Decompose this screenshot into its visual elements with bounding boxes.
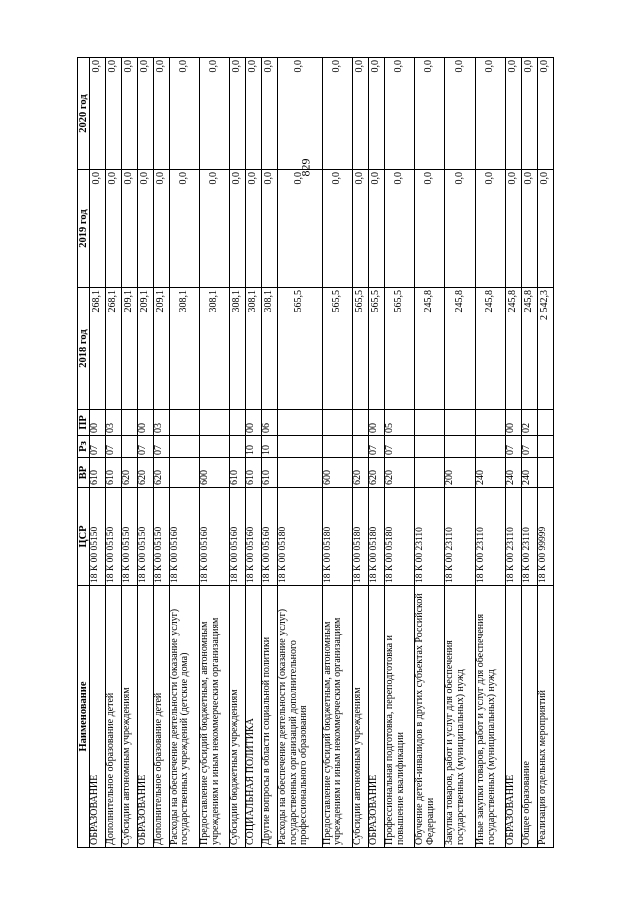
cell-y2019: 0,0	[153, 170, 169, 288]
cell-y2019: 0,0	[322, 170, 352, 288]
cell-y2018: 245,8	[445, 288, 475, 410]
cell-name: ОБРАЗОВАНИЕ	[506, 586, 522, 848]
cell-y2019: 0,0	[90, 170, 106, 288]
cell-y2019: 0,0	[230, 170, 246, 288]
table-row	[353, 58, 369, 848]
cell-rz	[169, 436, 199, 458]
cell-rz: 07	[522, 436, 538, 458]
header-pr: ПР	[78, 410, 90, 436]
table-row	[137, 58, 153, 848]
cell-pr	[475, 410, 505, 436]
table-row	[246, 58, 262, 848]
cell-csr: 18 К 00 23110	[415, 488, 445, 586]
table-row	[153, 58, 169, 848]
table-row	[261, 58, 277, 848]
cell-rz	[322, 436, 352, 458]
cell-rz	[277, 436, 322, 458]
cell-name: ОБРАЗОВАНИЕ	[137, 586, 153, 848]
cell-csr: 18 К 00 05150	[106, 488, 122, 586]
cell-vr: 600	[199, 458, 229, 488]
cell-csr: 18 К 00 23110	[506, 488, 522, 586]
cell-rz	[475, 436, 505, 458]
cell-y2019: 0,0	[537, 170, 553, 288]
cell-vr: 620	[153, 458, 169, 488]
cell-y2019: 0,0	[353, 170, 369, 288]
table-body	[90, 58, 554, 848]
cell-y2018: 565,5	[353, 288, 369, 410]
table-row	[368, 58, 384, 848]
cell-rz	[230, 436, 246, 458]
table-row	[522, 58, 538, 848]
cell-rz: 07	[137, 436, 153, 458]
table-row	[199, 58, 229, 848]
cell-y2019: 0,0	[368, 170, 384, 288]
cell-pr: 00	[137, 410, 153, 436]
cell-name: Закупка товаров, работ и услуг для обеспечения государственных (муниципальных) нужд	[445, 586, 475, 848]
cell-pr: 06	[261, 410, 277, 436]
cell-name: Предоставление субсидий бюджетным, автономным учреждениям и иным некоммерческим организациям	[322, 586, 352, 848]
header-2018: 2018 год	[78, 288, 90, 410]
cell-y2019: 0,0	[137, 170, 153, 288]
header-csr: ЦСР	[78, 488, 90, 586]
cell-y2019: 0,0	[261, 170, 277, 288]
cell-y2019: 0,0	[475, 170, 505, 288]
cell-y2019: 0,0	[169, 170, 199, 288]
cell-csr: 18 К 00 99999	[537, 488, 553, 586]
header-vr: ВР	[78, 458, 90, 488]
cell-csr: 18 К 00 05150	[122, 488, 138, 586]
cell-y2018: 268,1	[90, 288, 106, 410]
cell-name: ОБРАЗОВАНИЕ	[90, 586, 106, 848]
cell-rz	[353, 436, 369, 458]
rotated-table-container	[77, 58, 554, 848]
header-name: Наименование	[78, 586, 90, 848]
cell-vr: 600	[322, 458, 352, 488]
table-row	[384, 58, 414, 848]
cell-rz	[122, 436, 138, 458]
cell-y2018: 565,5	[277, 288, 322, 410]
table-row	[169, 58, 199, 848]
cell-y2020: 0,0	[169, 58, 199, 170]
cell-vr: 620	[384, 458, 414, 488]
cell-pr: 05	[384, 410, 414, 436]
cell-name: Расходы на обеспечение деятельности (оказание услуг) государственных организаций дополнительного профессионального образования	[277, 586, 322, 848]
cell-y2018: 245,8	[415, 288, 445, 410]
cell-csr: 18 К 00 05160	[230, 488, 246, 586]
cell-y2020: 0,0	[277, 58, 322, 170]
cell-rz	[199, 436, 229, 458]
cell-y2018: 308,1	[261, 288, 277, 410]
cell-y2020: 0,0	[322, 58, 352, 170]
cell-rz	[415, 436, 445, 458]
cell-y2018: 245,8	[506, 288, 522, 410]
cell-vr	[537, 458, 553, 488]
cell-pr: 00	[90, 410, 106, 436]
cell-y2020: 0,0	[384, 58, 414, 170]
table-row	[230, 58, 246, 848]
cell-rz	[445, 436, 475, 458]
cell-rz: 07	[106, 436, 122, 458]
cell-pr: 02	[522, 410, 538, 436]
table-row	[122, 58, 138, 848]
cell-vr: 610	[230, 458, 246, 488]
cell-y2020: 0,0	[199, 58, 229, 170]
cell-y2020: 0,0	[137, 58, 153, 170]
cell-y2018: 308,1	[199, 288, 229, 410]
cell-y2018: 268,1	[106, 288, 122, 410]
cell-pr	[445, 410, 475, 436]
cell-pr	[353, 410, 369, 436]
cell-vr: 620	[137, 458, 153, 488]
cell-y2019: 0,0	[415, 170, 445, 288]
cell-vr: 240	[522, 458, 538, 488]
table-row	[277, 58, 322, 848]
cell-rz	[537, 436, 553, 458]
cell-rz: 10	[246, 436, 262, 458]
cell-name: СОЦИАЛЬНАЯ ПОЛИТИКА	[246, 586, 262, 848]
cell-y2019: 0,0	[246, 170, 262, 288]
cell-name: Предоставление субсидий бюджетным, автономным учреждениям и иным некоммерческим организациям	[199, 586, 229, 848]
cell-y2019: 0,0	[106, 170, 122, 288]
table-row	[445, 58, 475, 848]
table-row	[537, 58, 553, 848]
cell-y2020: 0,0	[415, 58, 445, 170]
cell-vr: 240	[506, 458, 522, 488]
cell-pr: 03	[153, 410, 169, 436]
cell-y2018: 565,5	[384, 288, 414, 410]
cell-name: Субсидии бюджетным учреждениям	[230, 586, 246, 848]
cell-y2020: 0,0	[475, 58, 505, 170]
cell-y2020: 0,0	[122, 58, 138, 170]
cell-y2019: 0,0	[522, 170, 538, 288]
budget-table	[77, 57, 554, 848]
cell-csr: 18 К 00 05180	[353, 488, 369, 586]
cell-pr	[199, 410, 229, 436]
cell-name: Расходы на обеспечение деятельности (оказание услуг) государственных учреждений (детские дома)	[169, 586, 199, 848]
cell-y2019: 0,0	[506, 170, 522, 288]
cell-rz: 07	[153, 436, 169, 458]
cell-vr: 610	[261, 458, 277, 488]
cell-csr: 18 К 00 05180	[322, 488, 352, 586]
cell-csr: 18 К 00 23110	[522, 488, 538, 586]
cell-y2020: 0,0	[90, 58, 106, 170]
cell-y2019: 0,0	[445, 170, 475, 288]
cell-pr	[277, 410, 322, 436]
cell-y2018: 565,5	[368, 288, 384, 410]
cell-name: Другие вопросы в области социальной политики	[261, 586, 277, 848]
cell-vr	[415, 458, 445, 488]
cell-csr: 18 К 00 05160	[169, 488, 199, 586]
cell-y2018: 308,1	[246, 288, 262, 410]
header-2019: 2019 год	[78, 170, 90, 288]
cell-pr: 03	[106, 410, 122, 436]
cell-rz: 07	[384, 436, 414, 458]
cell-pr	[537, 410, 553, 436]
cell-pr	[322, 410, 352, 436]
page-number: 829	[298, 158, 313, 177]
cell-rz: 10	[261, 436, 277, 458]
cell-y2018: 2 542,3	[537, 288, 553, 410]
cell-pr	[122, 410, 138, 436]
cell-y2020: 0,0	[246, 58, 262, 170]
cell-name: Дополнительное образование детей	[106, 586, 122, 848]
cell-y2018: 245,8	[522, 288, 538, 410]
cell-name: Реализация отдельных мероприятий	[537, 586, 553, 848]
header-rz: Рз	[78, 436, 90, 458]
cell-pr	[169, 410, 199, 436]
table-row	[106, 58, 122, 848]
cell-y2020: 0,0	[445, 58, 475, 170]
cell-csr: 18 К 00 05180	[384, 488, 414, 586]
cell-y2020: 0,0	[522, 58, 538, 170]
cell-y2020: 0,0	[506, 58, 522, 170]
cell-csr: 18 К 00 05150	[137, 488, 153, 586]
cell-y2020: 0,0	[353, 58, 369, 170]
cell-name: Общее образование	[522, 586, 538, 848]
header-2020: 2020 год	[78, 58, 90, 170]
cell-y2019: 0,0	[122, 170, 138, 288]
cell-y2020: 0,0	[368, 58, 384, 170]
cell-vr: 610	[90, 458, 106, 488]
cell-y2019: 0,0	[277, 170, 322, 288]
cell-y2018: 209,1	[122, 288, 138, 410]
cell-csr: 18 К 00 05160	[199, 488, 229, 586]
cell-name: Иные закупки товаров, работ и услуг для обеспечения государственных (муниципальных) нужд	[475, 586, 505, 848]
cell-y2020: 0,0	[230, 58, 246, 170]
cell-vr: 200	[445, 458, 475, 488]
cell-y2020: 0,0	[153, 58, 169, 170]
cell-csr: 18 К 00 23110	[445, 488, 475, 586]
cell-name: ОБРАЗОВАНИЕ	[368, 586, 384, 848]
cell-vr	[277, 458, 322, 488]
cell-vr: 620	[122, 458, 138, 488]
cell-pr: 00	[368, 410, 384, 436]
cell-vr: 620	[353, 458, 369, 488]
cell-y2018: 209,1	[153, 288, 169, 410]
cell-y2019: 0,0	[384, 170, 414, 288]
cell-csr: 18 К 00 05160	[261, 488, 277, 586]
cell-rz: 07	[368, 436, 384, 458]
cell-csr: 18 К 00 05150	[90, 488, 106, 586]
cell-y2018: 245,8	[475, 288, 505, 410]
cell-y2019: 0,0	[199, 170, 229, 288]
cell-pr: 00	[506, 410, 522, 436]
cell-vr	[169, 458, 199, 488]
cell-name: Профессиональная подготовка, переподготовка и повышение квалификации	[384, 586, 414, 848]
cell-rz: 07	[506, 436, 522, 458]
cell-csr: 18 К 00 05160	[246, 488, 262, 586]
table-row	[506, 58, 522, 848]
cell-y2020: 0,0	[261, 58, 277, 170]
cell-name: Субсидии автономным учреждениям	[353, 586, 369, 848]
cell-vr: 240	[475, 458, 505, 488]
cell-csr: 18 К 00 05150	[153, 488, 169, 586]
cell-name: Обучение детей-инвалидов в других субъектах Российской Федерации	[415, 586, 445, 848]
cell-pr	[415, 410, 445, 436]
cell-rz: 07	[90, 436, 106, 458]
table-row	[475, 58, 505, 848]
cell-y2018: 565,5	[322, 288, 352, 410]
cell-csr: 18 К 00 05180	[277, 488, 322, 586]
cell-vr: 620	[368, 458, 384, 488]
table-header-row	[78, 58, 90, 848]
cell-y2018: 308,1	[230, 288, 246, 410]
cell-csr: 18 К 00 05180	[368, 488, 384, 586]
cell-name: Субсидии автономным учреждениям	[122, 586, 138, 848]
table-row	[90, 58, 106, 848]
cell-y2020: 0,0	[106, 58, 122, 170]
cell-y2020: 0,0	[537, 58, 553, 170]
cell-vr: 610	[106, 458, 122, 488]
cell-pr	[230, 410, 246, 436]
cell-y2018: 308,1	[169, 288, 199, 410]
cell-vr: 610	[246, 458, 262, 488]
cell-name: Дополнительное образование детей	[153, 586, 169, 848]
cell-y2018: 209,1	[137, 288, 153, 410]
table-row	[322, 58, 352, 848]
cell-pr: 00	[246, 410, 262, 436]
table-row	[415, 58, 445, 848]
cell-csr: 18 К 00 23110	[475, 488, 505, 586]
